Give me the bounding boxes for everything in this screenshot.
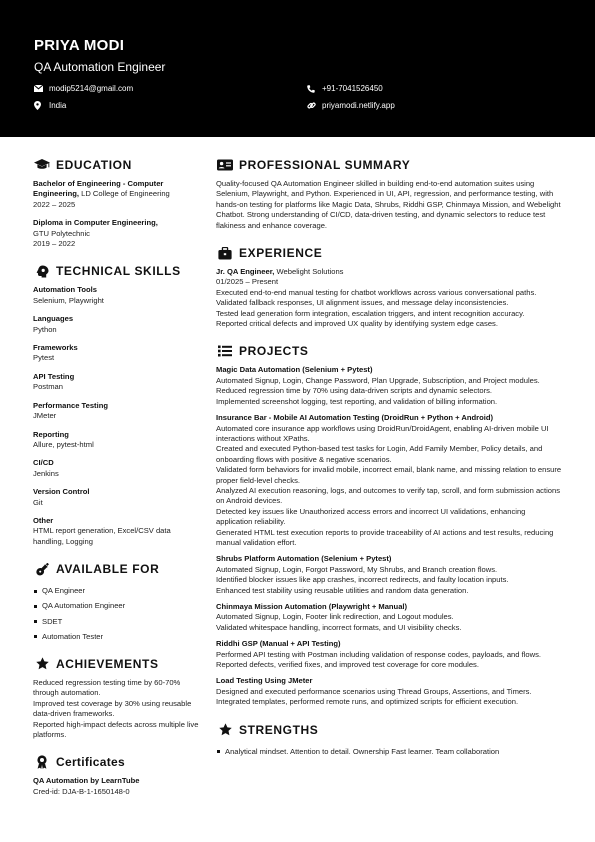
education-item bbox=[33, 218, 201, 249]
skill-group bbox=[33, 401, 201, 422]
left-column bbox=[33, 157, 201, 797]
contact-location bbox=[34, 101, 66, 110]
skill-group-value: JMeter bbox=[33, 411, 57, 421]
right-column bbox=[216, 157, 562, 759]
education-degree: Bachelor of Engineering - Computer Engineering, bbox=[33, 179, 164, 199]
certificate-cred: Cred-id: DJA-B-1-1650148-0 bbox=[33, 786, 130, 796]
phone-icon bbox=[307, 85, 321, 93]
project-line: Created and executed Python-based test tasks for Login, Add Family Member, Policy details, and onboarding flows with positive & negative scenarios. bbox=[216, 444, 543, 464]
skill-group bbox=[33, 487, 201, 508]
experience-role: Jr. QA Engineer, bbox=[216, 267, 275, 277]
certificate-name: QA Automation by LearnTube bbox=[33, 776, 140, 786]
website-text: priyamodi.netlify.app bbox=[322, 101, 395, 110]
skill-group-title: Performance Testing bbox=[33, 400, 108, 410]
resume-header bbox=[0, 0, 595, 137]
available-heading: AVAILABLE FOR bbox=[33, 561, 201, 577]
summary-text: Quality-focused QA Automation Engineer skilled in building end-to-end automation suites using Selenium, Playwright, and Python. Experienced in UI, API, regression, and performance testing, with hands-on testing for platforms like Magic Data, Shrubs, Riddhi GSP, Chinmaya Mission, and Webelight Chatbot. Strong understanding of CI/CD, data-driven testing, and dynamic selectors to reduce test flakiness and enhance coverage. bbox=[216, 179, 561, 230]
star-icon bbox=[216, 723, 234, 737]
skill-group-title: Frameworks bbox=[33, 343, 78, 353]
project-line: Detected key issues like Unauthorized access errors and incorrect UI validations, enhancing application reliability. bbox=[216, 506, 526, 527]
project-line: Performed API testing with Postman including validation of response codes, payloads, and flows. bbox=[216, 649, 542, 659]
certificate-item bbox=[33, 776, 201, 797]
skill-group-title: Version Control bbox=[33, 487, 90, 497]
phone-text: +91-7041526450 bbox=[322, 84, 383, 93]
project-title: Shrubs Platform Automation (Selenium + Pytest) bbox=[216, 554, 392, 564]
project-title: Riddhi GSP (Manual + API Testing) bbox=[216, 639, 341, 649]
experience-dates: 01/2025 – Present bbox=[216, 277, 279, 287]
project-line: Generated HTML test execution reports to provide traceability of AI actions and test results, reducing manual validation effort. bbox=[216, 527, 554, 547]
experience-line: Validated fallback responses, UI alignment issues, and message delay inconsistencies. bbox=[216, 298, 509, 308]
experience-company: Webelight Solutions bbox=[274, 267, 344, 277]
candidate-name: PRIYA MODI bbox=[34, 37, 125, 54]
project-title: Load Testing Using JMeter bbox=[216, 676, 313, 686]
skill-group-title: Other bbox=[33, 515, 54, 525]
skill-group-value: Postman bbox=[33, 382, 63, 392]
location-text: India bbox=[49, 101, 67, 110]
project-item bbox=[216, 676, 562, 707]
skill-group-value: Git bbox=[33, 497, 43, 507]
skill-group-title: CI/CD bbox=[33, 458, 54, 468]
skill-group bbox=[33, 343, 201, 364]
skill-group bbox=[33, 314, 201, 335]
education-dates: 2019 – 2022 bbox=[33, 239, 76, 249]
education-school: GTU Polytechnic bbox=[33, 228, 90, 238]
achievement-line: Reduced regression testing time by 60-70% through automation. bbox=[33, 677, 181, 698]
project-title: Chinmaya Mission Automation (Playwright + Manual) bbox=[216, 602, 408, 611]
project-line: Reported defects, verified fixes, and improved test coverage for core modules. bbox=[216, 660, 479, 670]
project-line: Validated form behaviors for invalid mobile, incorrect email, blank name, and missing relation to ensure proper field-level checks. bbox=[216, 465, 562, 485]
project-line: Identified blocker issues like app crashes, incorrect redirects, and faulty location inputs. bbox=[216, 575, 509, 585]
project-item bbox=[216, 639, 562, 670]
list-item: QA Automation Engineer bbox=[33, 598, 201, 613]
skill-group-title: Reporting bbox=[33, 429, 69, 439]
skill-group bbox=[33, 458, 201, 479]
project-line: Designed and executed performance scenarios using Thread Groups, Assertions, and Timers. bbox=[216, 686, 532, 696]
list-item: QA Engineer bbox=[33, 583, 201, 598]
achievement-line: Improved test coverage by 30% using reusable data-driven frameworks. bbox=[33, 698, 192, 719]
project-item bbox=[216, 365, 562, 407]
skill-group-value: Selenium, Playwright bbox=[33, 295, 104, 305]
experience-line: Tested lead generation form integration, escalation triggers, and intent recognition accuracy. bbox=[216, 308, 525, 318]
skill-group-value: Python bbox=[33, 324, 57, 334]
contact-email[interactable] bbox=[34, 84, 133, 93]
star-icon bbox=[33, 657, 51, 671]
skill-group-value: Pytest bbox=[33, 353, 55, 363]
skill-group-value: HTML report generation, Excel/CSV data handling, Logging bbox=[33, 526, 171, 546]
projects-heading: PROJECTS bbox=[216, 343, 562, 359]
graduation-cap-icon bbox=[33, 158, 51, 172]
list-icon bbox=[216, 344, 234, 358]
id-card-icon bbox=[216, 158, 234, 172]
project-line: Integrated templates, performed remote runs, and optimized scripts for efficient execution. bbox=[216, 697, 519, 707]
summary-heading: PROFESSIONAL SUMMARY bbox=[216, 157, 562, 173]
envelope-icon bbox=[34, 85, 48, 92]
project-line: Reduced regression time by 70% using data-driven scripts and dynamic selectors. bbox=[216, 386, 493, 396]
project-title: Magic Data Automation (Selenium + Pytest) bbox=[216, 365, 373, 375]
education-school: LD College of Engineering bbox=[79, 189, 170, 199]
education-degree: Diploma in Computer Engineering, bbox=[33, 218, 158, 228]
candidate-title: QA Automation Engineer bbox=[34, 60, 166, 74]
achievements-list bbox=[33, 678, 201, 740]
project-item bbox=[216, 413, 562, 548]
link-icon bbox=[307, 101, 321, 110]
email-text: modip5214@gmail.com bbox=[49, 84, 134, 93]
strengths-list bbox=[216, 744, 562, 759]
education-item bbox=[33, 179, 201, 210]
available-list bbox=[33, 583, 201, 644]
map-pin-icon bbox=[34, 101, 48, 110]
project-line: Automated Signup, Login, Footer link redirection, and Logout modules. bbox=[216, 612, 454, 622]
project-line: Validated whitespace handling, incorrect formats, and UI visibility checks. bbox=[216, 622, 462, 632]
education-dates: 2022 – 2025 bbox=[33, 199, 76, 209]
contact-phone[interactable] bbox=[307, 84, 383, 93]
guitar-icon bbox=[33, 562, 51, 576]
project-item bbox=[216, 554, 562, 596]
education-heading: EDUCATION bbox=[33, 157, 201, 173]
list-item: Automation Tester bbox=[33, 629, 201, 644]
contact-website[interactable] bbox=[307, 101, 395, 110]
skill-group bbox=[33, 372, 201, 393]
briefcase-icon bbox=[216, 246, 234, 260]
certificate-icon bbox=[33, 755, 51, 769]
skill-group-title: Languages bbox=[33, 314, 74, 324]
skill-group-title: Automation Tools bbox=[33, 285, 97, 295]
certificates-heading: Certificates bbox=[33, 754, 201, 770]
project-line: Enhanced test stability using reusable utilities and random data generation. bbox=[216, 585, 469, 595]
skill-group-title: API Testing bbox=[33, 371, 75, 381]
experience-item bbox=[216, 267, 562, 329]
skill-group-value: Allure, pytest-html bbox=[33, 439, 94, 449]
brain-icon bbox=[33, 264, 51, 278]
experience-line: Reported critical defects and improved UX quality by identifying system edge cases. bbox=[216, 319, 498, 329]
skill-group bbox=[33, 516, 201, 547]
skill-group-value: Jenkins bbox=[33, 468, 59, 478]
project-line: Implemented screenshot logging, test reporting, and validation of billing information. bbox=[216, 396, 498, 406]
project-line: Automated core insurance app workflows using DroidRun/DroidAgent, enabling AI-driven mobile UI interactions without XPaths. bbox=[216, 423, 549, 443]
skills-heading: TECHNICAL SKILLS bbox=[33, 263, 201, 279]
achievements-heading: ACHIEVEMENTS bbox=[33, 656, 201, 672]
project-line: Analyzed AI execution reasoning, logs, and outcomes to verify tap, scroll, and form submission actions on Android devices. bbox=[216, 485, 561, 506]
experience-line: Executed end-to-end manual testing for chatbot workflows across various conversational paths. bbox=[216, 287, 537, 297]
skill-group bbox=[33, 430, 201, 451]
project-line: Automated Signup, Login, Change Password, Plan Upgrade, Subscription, and Project modules. bbox=[216, 375, 540, 385]
achievement-line: Reported high-impact defects across multiple live platforms. bbox=[33, 719, 199, 739]
strengths-heading: STRENGTHS bbox=[216, 722, 562, 738]
experience-heading: EXPERIENCE bbox=[216, 245, 562, 261]
list-item: Analytical mindset. Attention to detail. Ownership Fast learner. Team collaboration bbox=[216, 744, 562, 759]
list-item: SDET bbox=[33, 614, 201, 629]
project-line: Automated Signup, Login, Forgot Password, My Shrubs, and Branch creation flows. bbox=[216, 564, 498, 574]
project-title: Insurance Bar - Mobile AI Automation Testing (DroidRun + Python + Android) bbox=[216, 413, 494, 423]
project-item bbox=[216, 602, 562, 633]
skill-group bbox=[33, 285, 201, 306]
